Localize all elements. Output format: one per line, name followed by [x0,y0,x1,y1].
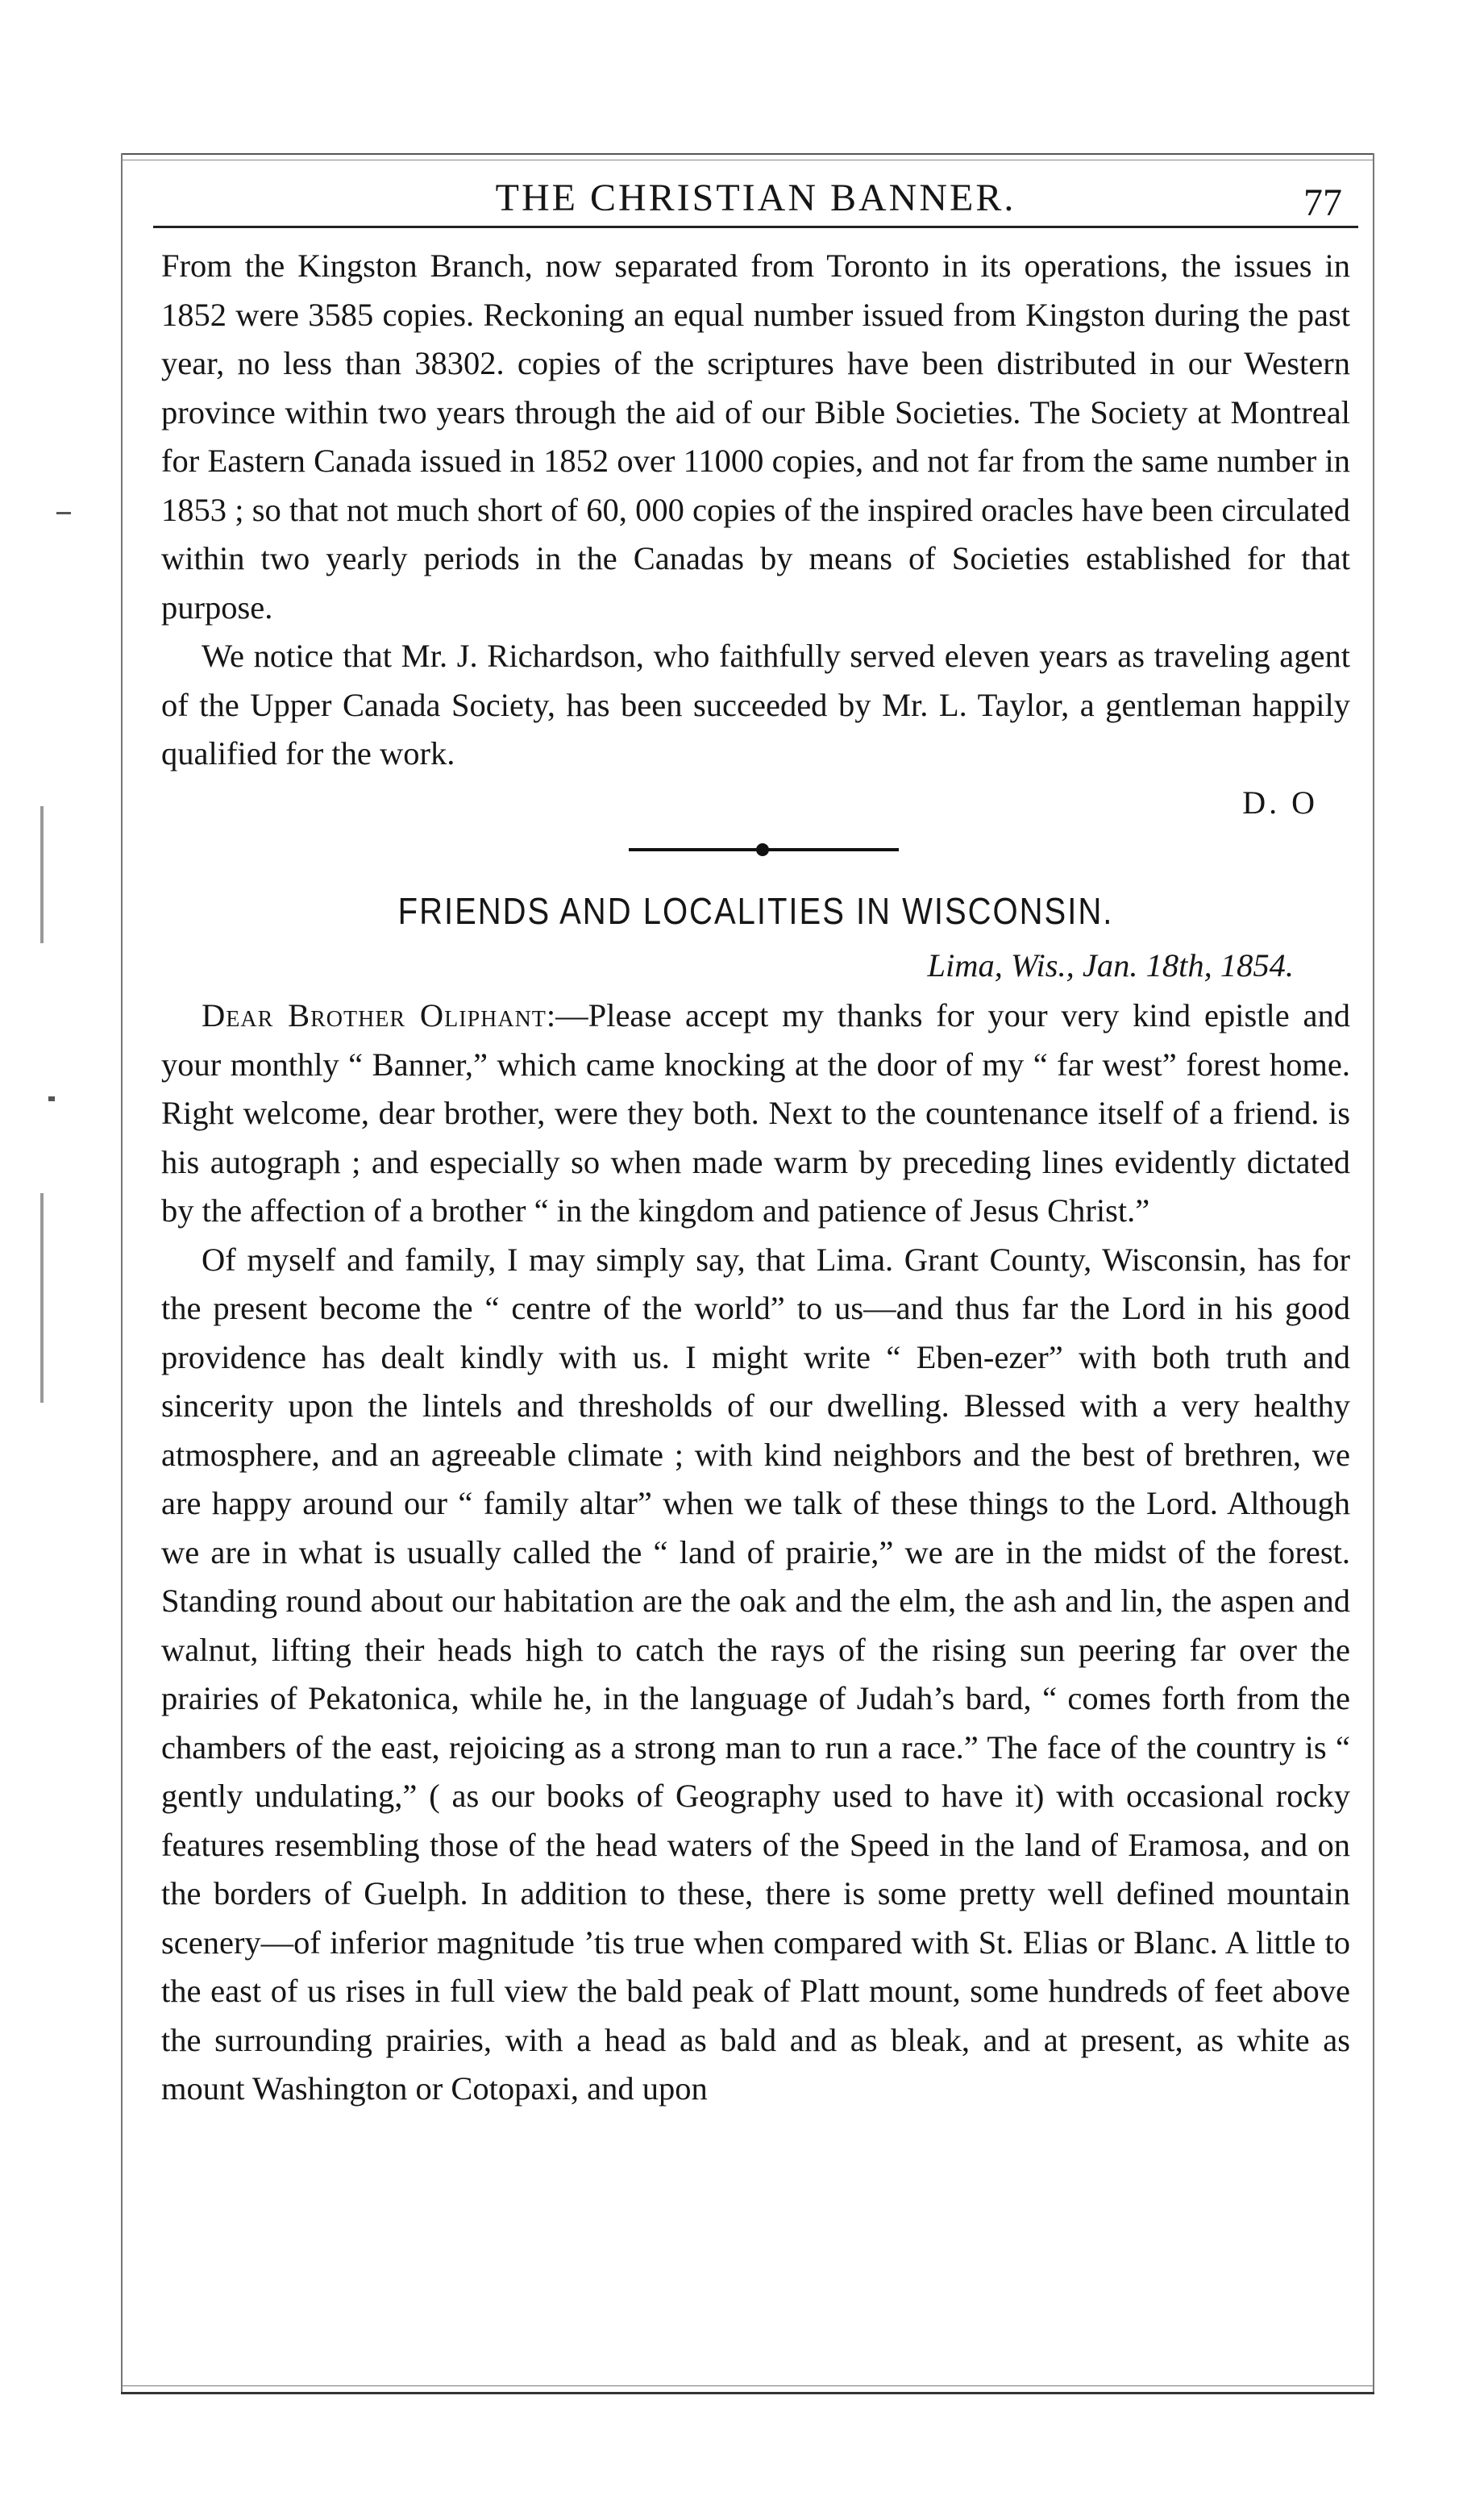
frame-left-rule [121,153,123,2394]
paragraph-richardson: We notice that Mr. J. Richardson, who faithfully served eleven years as traveling agent of the Upper Canada Society, has been succeeded by Mr. L. Taylor, a gentleman happily qualified for the work. [161,638,1350,772]
article-dateline: Lima, Wis., Jan. 18th, 1854. [927,947,1294,984]
section-divider [161,827,1350,876]
scan-speck [40,1193,44,1403]
page-number: 77 [1303,181,1342,224]
signature: D. O [1242,784,1318,821]
frame-top-rule [121,153,1374,155]
frame-bottom-rule [121,2392,1374,2394]
frame-right-rule [1373,153,1374,2394]
scan-speck [40,806,44,943]
page-frame [121,137,1374,2394]
running-header [153,169,1358,228]
letter-body: Of myself and family, I may simply say, that Lima. Grant County, Wisconsin, has for the present become the “ centre of the world” to us—and thus far the Lord in his good providence has dealt kindly with us. I might write “ Eben-ezer” with both truth and sincerity upon the lintels and thresholds of our dwelling. Blessed with a very healthy atmosphere, and an agreeable climate ; with kind neighbors and the best of brethren, we are happy around our “ family altar” when we talk of these things to the Lord. Although we are in what is usually called the “ land of prairie,” we are in the midst of the forest. Standing round about our habitation are the oak and the elm, the ash and lin, the aspen and walnut, lifting their heads high to catch the rays of the rising sun peering far over the prairies of Pekatonica, while he, in the language of Judah’s bard, “ comes forth from the chambers of the east, rejoicing as a strong man to run a race.” The face of the country is “ gently undulating,” ( as our books of Geography used to have it) with occasional rocky features resembling those of the head waters of the Speed in the land of Eramosa, and on the borders of Guelph. In addition to these, there is some pretty well defined mountain scenery—of inferior magnitude ’tis true when compared with St. Elias or Blanc. A little to the east of us rises in full view the bald peak of Platt mount, some hundreds of feet above the surrounding prairies, with a head as bald and as bleak, and at present, as white as mount Washington or Cotopaxi, and upon [161,1241,1350,2107]
salutation: Dear Brother Oliphant [202,997,547,1034]
article-title: FRIENDS AND LOCALITIES IN WISCONSIN. [397,891,1114,933]
divider-dot [756,843,769,856]
salutation-text: :—Please accept my thanks for your very kind epistle and your monthly “ Banner,” which came knocking at the door of my “ far west” forest home. Right welcome, dear brother, were they both. Next to the countenance itself of a friend. is his autograph ; and especially so when made warm by preceding lines evidently dictated by the affection of a brother “ in the kingdom and patience of Jesus Christ.” [161,997,1351,1229]
page-content [161,242,1350,2114]
scan-speck [56,512,71,514]
scan-speck [48,1096,55,1101]
frame-bottom-rule-inner [121,2385,1374,2386]
paragraph-bible-society: From the Kingston Branch, now separated from Toronto in its operations, the issues in 1852 were 3585 copies. Reckoning an equal number issued from Kingston during the past year, no less than 38302. copies of the scriptures have been distributed in our Western province within two years through the aid of our Bible Societies. The Society at Montreal for Eastern Canada issued in 1852 over 11000 copies, and not far from the same number in 1853 ; so that not much short of 60, 000 copies of the inspired oracles have been circulated within two yearly periods in the Canadas by means of Societies established for that purpose. [161,247,1350,626]
header-title: THE CHRISTIAN BANNER. [495,176,1016,219]
letter-opening [161,992,1350,1236]
